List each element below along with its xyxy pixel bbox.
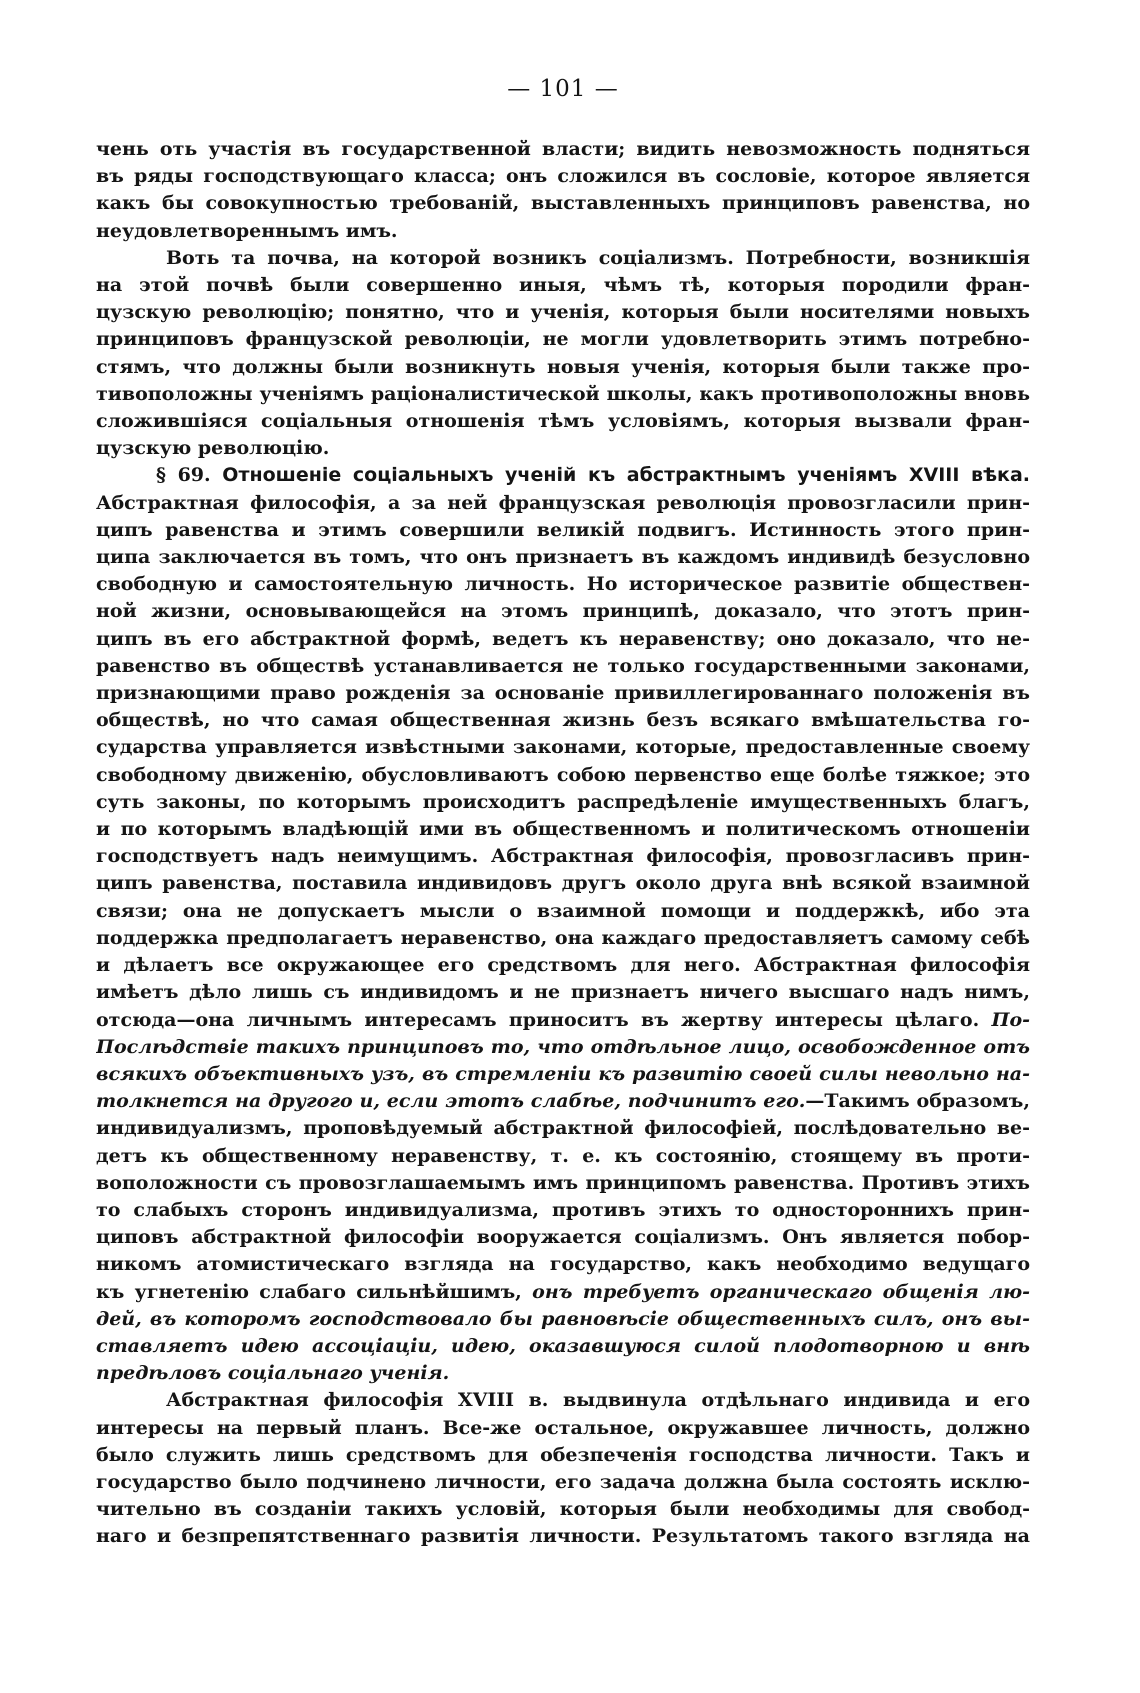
text-line: и по которымъ владѣющій ими въ общественномъ и политическомъ отношеніи (96, 818, 1030, 841)
text-line: индивидуализмъ, проповѣдуемый абстрактной философіей, послѣдовательно ве- (96, 1117, 1030, 1140)
text-run: къ угнетенію слабаго сильнѣйшимъ, (96, 1280, 522, 1303)
text-line: и дѣлаетъ все окружающее его средствомъ для него. Абстрактная философія (96, 954, 1030, 977)
section-title: Отношеніе соціальныхъ ученій къ абстрактнымъ ученіямъ XVIII вѣка. (222, 464, 1030, 487)
text-line: имѣетъ дѣло лишь съ индивидомъ и не признаетъ ничего высшаго надъ нимъ, (96, 981, 1030, 1004)
text-line: признающими право рожденія за основаніе привиллегированнаго положенія въ (96, 682, 1030, 705)
italic-line: ставляетъ идею ассоціаціи, идею, оказавшуюся силой плодотворною и внѣ (96, 1334, 1030, 1357)
text-line: ципъ въ его абстрактной формѣ, ведетъ къ неравенству; оно доказало, что не- (96, 627, 1030, 650)
text-run: отсюда—она личнымъ интересамъ приноситъ въ жертву интересы цѣлаго. (96, 1008, 980, 1031)
italic-line: дей, въ которомъ господствовало бы равновѣсіе общественныхъ силъ, онъ вы- (96, 1307, 1030, 1330)
text-line: связи; она не допускаетъ мысли о взаимной помощи и поддержкѣ, ибо эта (96, 899, 1030, 922)
text-line: ной жизни, основывающейся на этомъ принципѣ, доказало, что этотъ прин- (96, 600, 1030, 623)
italic-line: Послѣдствіе такихъ принциповъ то, что отдѣльное лицо, освобожденное отъ (96, 1035, 1030, 1058)
text-line: ципъ равенства, поставила индивидовъ другъ около друга внѣ всякой взаимной (96, 872, 1030, 895)
italic-run: По- (991, 1008, 1030, 1031)
section-number: § 69. (156, 464, 211, 487)
text-line: ципъ равенства и этимъ совершили великій подвигъ. Истинность этого прин- (96, 518, 1030, 541)
text-line: господствуетъ надъ неимущимъ. Абстрактная философія, провозгласивъ прин- (96, 845, 1030, 868)
page-number: — 101 — (507, 76, 619, 102)
text-line (96, 1279, 1030, 1306)
text-line: чень оть участія въ государственной власти; видить невозможность подняться (96, 138, 1030, 160)
italic-run: толкнется на другого и, если этотъ слабѣе, подчинитъ его. (96, 1090, 806, 1113)
text-line: воположности съ провозглашаемымъ имъ принципомъ равенства. Противъ этихъ (96, 1171, 1030, 1194)
text-line: равенство въ обществѣ устанавливается не только государственными законами, (96, 654, 1030, 677)
text-line: государство было подчинено личности, его задача должна была состоять исклю- (96, 1470, 1030, 1493)
text-line: суть законы, по которымъ происходитъ распредѣленіе имущественныхъ благъ, (96, 790, 1030, 813)
text-line: никомъ атомистическаго взгляда на государство, какъ необходимо ведущаго (96, 1253, 1030, 1276)
text-line: было служить лишь средствомъ для обезпеченія господства личности. Такъ и (96, 1443, 1030, 1466)
text-line: свободную и самостоятельную личность. Но историческое развитіе обществен- (96, 573, 1030, 596)
text-line: на этой почвѣ были совершенно иныя, чѣмъ тѣ, которыя породили фран- (96, 274, 1030, 297)
text-line: тивоположны ученіямъ раціоналистической школы, какъ противоположны вновь (96, 382, 1030, 405)
text-line: детъ къ общественному неравенству, т. е. къ состоянію, стоящему въ проти- (96, 1144, 1030, 1167)
italic-run: онъ требуетъ органическаго общенія лю- (532, 1280, 1030, 1303)
text-line: Абстрактная философія, а за ней французская революція провозгласили прин- (96, 491, 1030, 514)
text-line: поддержка предполагаетъ неравенство, она каждаго предоставляетъ самому себѣ (96, 926, 1030, 949)
text-line: сударства управляется извѣстными законами, которые, предоставленные своему (96, 736, 1030, 759)
text-line: цузскую революцію; понятно, что и ученія, которыя были носителями новыхъ (96, 301, 1030, 324)
italic-line: предѣловъ соціальнаго ученія. (96, 1362, 450, 1385)
text-line: то слабыхъ сторонъ индивидуализма, противъ этихъ то одностороннихъ прин- (96, 1198, 1030, 1221)
text-line: свободному движенію, обусловливаютъ собою первенство еще болѣе тяжкое; это (96, 763, 1030, 786)
text-line: цузскую революцію. (96, 437, 330, 460)
section-heading (96, 462, 1030, 489)
text-line: стямъ, что должны были возникнуть новыя ученія, которыя были также про- (96, 355, 1030, 378)
text-line: принциповъ французской революціи, не могли удовлетворить этимъ потребно- (96, 328, 1030, 351)
italic-line: всякихъ объективныхъ узъ, въ стремленіи къ развитію своей силы невольно на- (96, 1062, 1030, 1085)
text-line: ципа заключается въ томъ, что онъ признаетъ въ каждомъ индивидѣ безусловно (96, 546, 1030, 569)
text-line (96, 1088, 1030, 1115)
text-line: неудовлетвореннымъ имъ. (96, 219, 398, 242)
text-line: обществѣ, но что самая общественная жизнь безъ всякаго вмѣшательства го- (96, 709, 1030, 732)
text-line: чительно въ созданіи такихъ условій, которыя были необходимы для свобод- (96, 1498, 1030, 1521)
text-line: въ ряды господствующаго класса; онъ сложился въ сословіе, которое является (96, 165, 1030, 188)
text-run: —Такимъ образомъ, (805, 1090, 1030, 1113)
text-line: наго и безпрепятственнаго развитія личности. Результатомъ такого взгляда на (96, 1525, 1030, 1548)
text-line: Абстрактная философія XVIII в. выдвинула отдѣльнаго индивида и его (166, 1389, 1030, 1412)
body-text (96, 136, 1030, 1551)
text-line: циповъ абстрактной философіи вооружается соціализмъ. Онъ является побор- (96, 1226, 1030, 1249)
text-line: Воть та почва, на которой возникъ соціализмъ. Потребности, возникшія (166, 246, 1030, 269)
text-line (96, 1007, 1030, 1034)
text-line: какъ бы совокупностью требованій, выставленныхъ принциповъ равенства, но (96, 192, 1030, 215)
text-line: сложившіяся соціальныя отношенія тѣмъ условіямъ, которыя вызвали фран- (96, 410, 1030, 433)
text-line: интересы на первый планъ. Все-же остальное, окружавшее личность, должно (96, 1416, 1030, 1439)
